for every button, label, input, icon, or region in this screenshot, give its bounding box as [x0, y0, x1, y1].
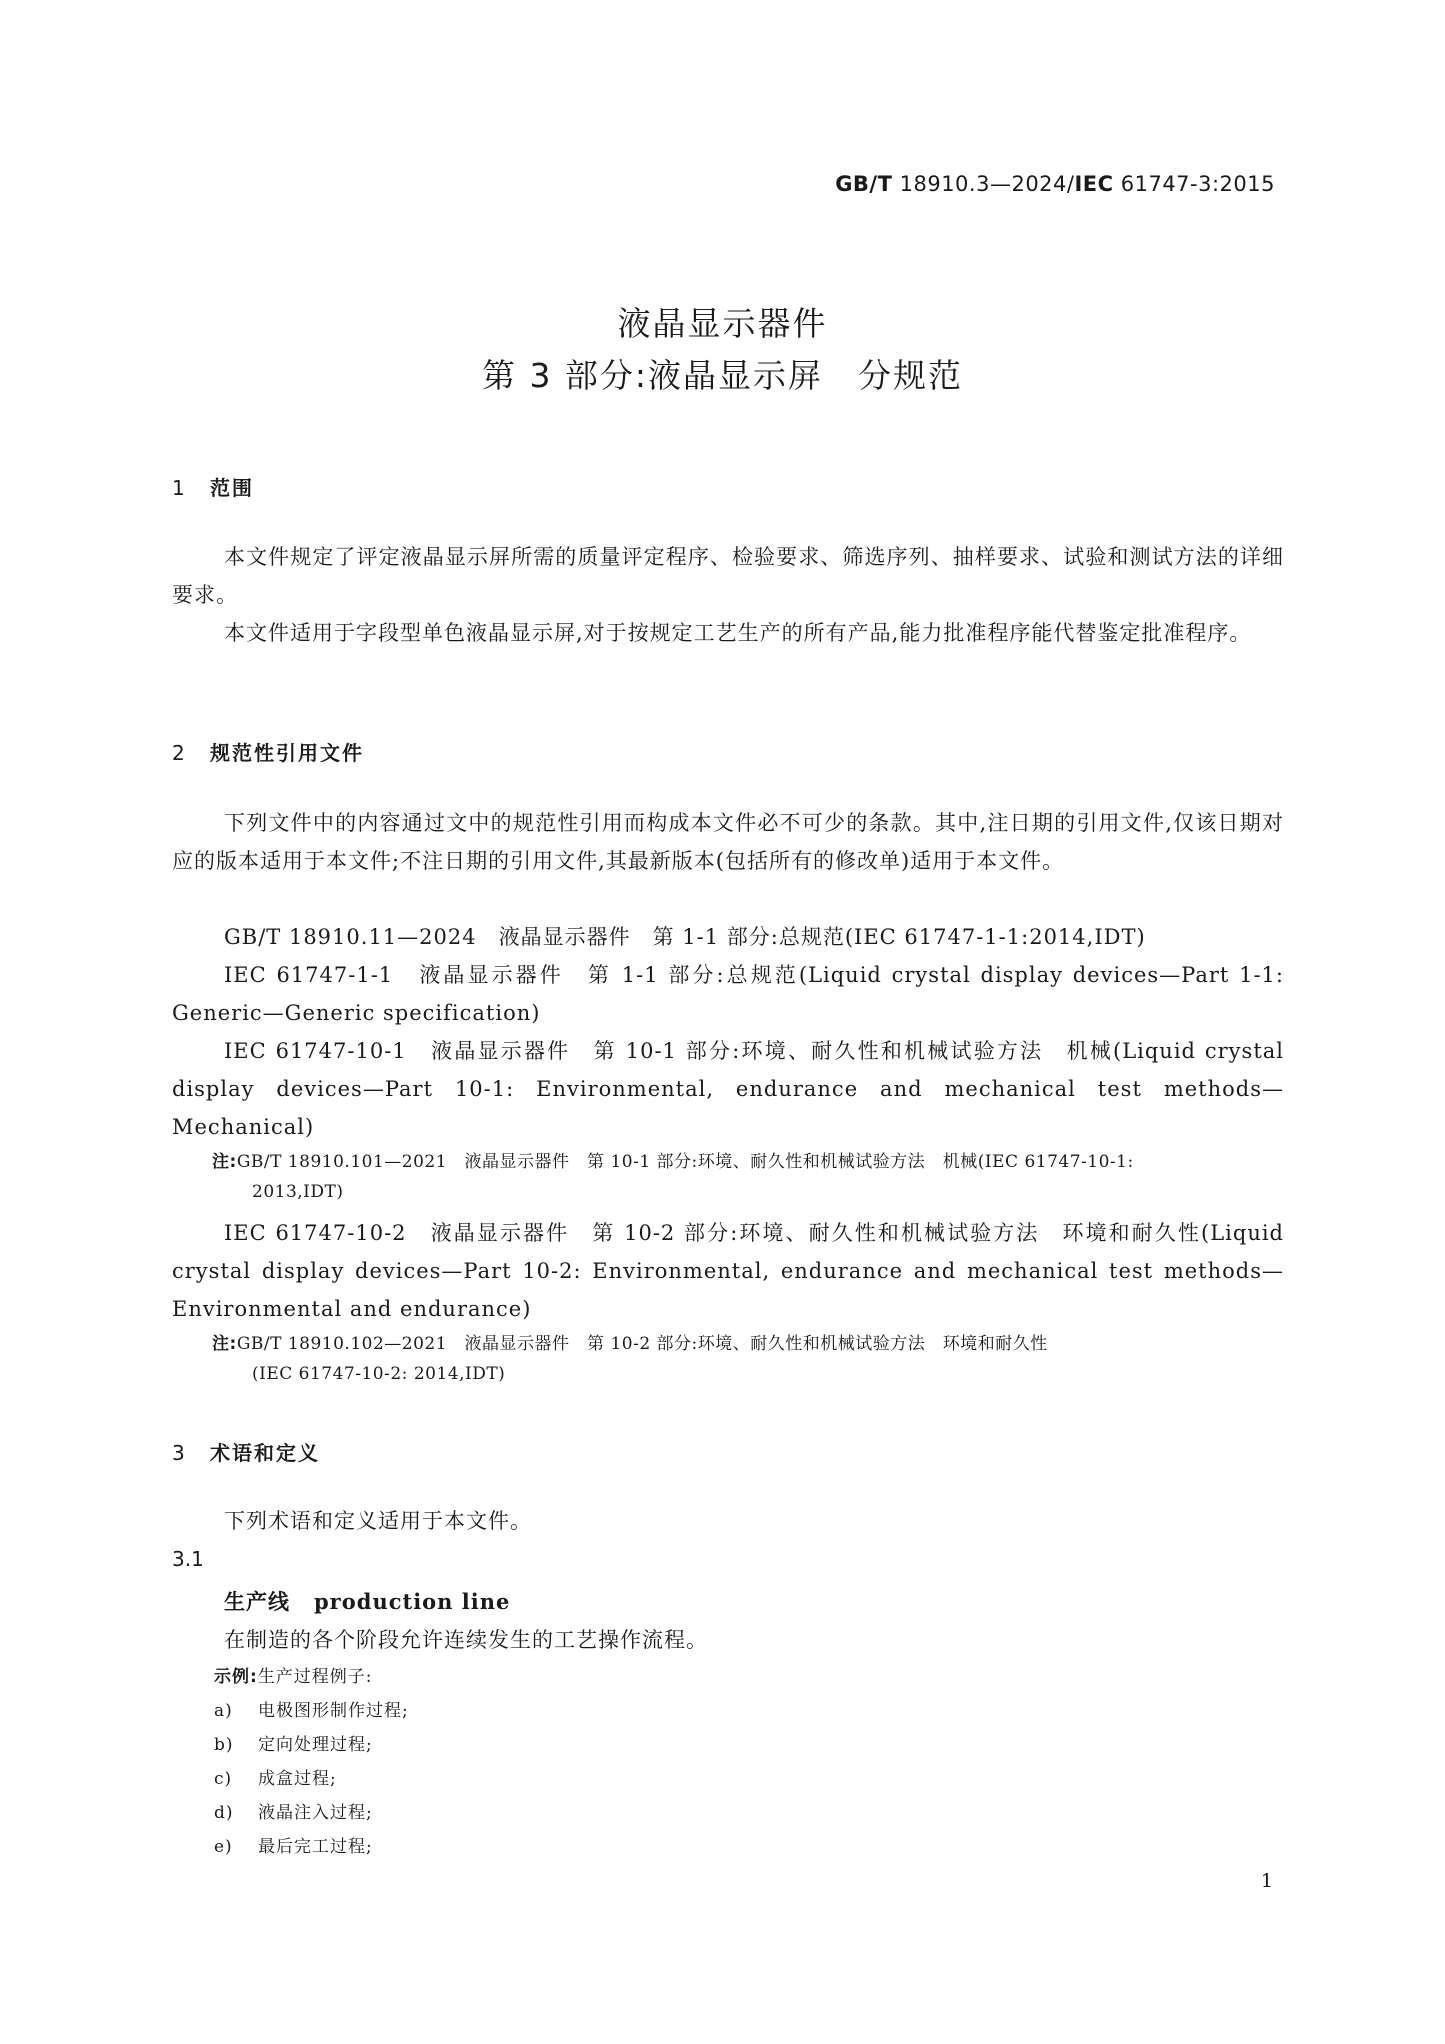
section-number: 1: [172, 476, 187, 500]
note-2-line-1: GB/T 18910.102—2021 液晶显示器件 第 10-2 部分:环境、耐久性和机械试验方法 环境和耐久性: [236, 1334, 1048, 1354]
list-text: 电极图形制作过程;: [258, 1701, 409, 1721]
scope-paragraph-1: 本文件规定了评定液晶显示屏所需的质量评定程序、检验要求、筛选序列、抽样要求、试验和测试方法的详细要求。: [172, 545, 1284, 607]
section-1-heading: [172, 472, 254, 501]
std-iec: IEC: [1074, 172, 1114, 196]
reference-1: GB/T 18910.11—2024 液晶显示器件 第 1-1 部分:总规范(IEC 61747-1-1:2014,IDT): [224, 925, 1146, 949]
scope-paragraph-2: 本文件适用于字段型单色液晶显示屏,对于按规定工艺生产的所有产品,能力批准程序能代替鉴定批准程序。: [224, 621, 1252, 645]
list-marker: b): [214, 1735, 234, 1755]
standard-number: [835, 172, 1275, 196]
section-number: 2: [172, 741, 187, 765]
document-title-line2: 第 3 部分:液晶显示屏 分规范: [481, 356, 964, 395]
std-mid: 18910.3—2024/: [892, 172, 1075, 196]
note-1: [212, 1147, 1284, 1207]
section-title: 术语和定义: [210, 1441, 320, 1465]
page-number: 1: [1260, 1870, 1273, 1892]
note-2-line-2: (IEC 61747-10-2: 2014,IDT): [252, 1364, 506, 1384]
list-marker: d): [214, 1803, 234, 1823]
note-2: [212, 1329, 1284, 1389]
std-suffix: 61747-3:2015: [1113, 172, 1275, 196]
list-text: 定向处理过程;: [258, 1735, 373, 1755]
reference-3: IEC 61747-10-1 液晶显示器件 第 10-1 部分:环境、耐久性和机械试验方法 机械(Liquid crystal display devices—Part 10-1: Environmental, endurance and mechanical test methods—Mechanical): [172, 1039, 1284, 1139]
list-item: [214, 1832, 373, 1857]
section-title: 范围: [210, 476, 254, 500]
note-1-line-2: 2013,IDT): [252, 1182, 344, 1202]
note-label: 注:: [212, 1152, 237, 1172]
example: [214, 1662, 373, 1687]
section-2-heading: [172, 737, 364, 766]
note-label: 注:: [212, 1334, 237, 1354]
note-1-line-1: GB/T 18910.101—2021 液晶显示器件 第 10-1 部分:环境、耐久性和机械试验方法 机械(IEC 61747-10-1:: [236, 1152, 1134, 1172]
reference-4: IEC 61747-10-2 液晶显示器件 第 10-2 部分:环境、耐久性和机械试验方法 环境和耐久性(Liquid crystal display devices—Part 10-2: Environmental, endurance and mechanical test methods—Environmental and endurance): [172, 1221, 1284, 1321]
term-english: production line: [314, 1589, 511, 1614]
list-item: [214, 1798, 373, 1823]
reference-2: IEC 61747-1-1 液晶显示器件 第 1-1 部分:总规范(Liquid crystal display devices—Part 1-1: Generic—Generic specification): [172, 963, 1284, 1025]
clause-number: 3.1: [172, 1547, 204, 1571]
example-text: 生产过程例子:: [257, 1667, 373, 1687]
list-item: [214, 1730, 373, 1755]
example-label: 示例:: [214, 1667, 258, 1687]
section-3-heading: [172, 1437, 320, 1466]
document-title-line1: 液晶显示器件: [617, 304, 828, 343]
list-marker: e): [214, 1837, 233, 1857]
section-number: 3: [172, 1441, 187, 1465]
term-definition: 在制造的各个阶段允许连续发生的工艺操作流程。: [224, 1628, 708, 1652]
list-text: 液晶注入过程;: [258, 1803, 373, 1823]
references-intro: 下列文件中的内容通过文中的规范性引用而构成本文件必不可少的条款。其中,注日期的引用文件,仅该日期对应的版本适用于本文件;不注日期的引用文件,其最新版本(包括所有的修改单)适用于本文件。: [172, 811, 1284, 873]
list-marker: a): [214, 1701, 233, 1721]
list-marker: c): [214, 1769, 233, 1789]
term-chinese: 生产线: [224, 1590, 290, 1614]
terms-intro: 下列术语和定义适用于本文件。: [224, 1509, 532, 1533]
list-text: 成盒过程;: [258, 1769, 337, 1789]
list-text: 最后完工过程;: [258, 1837, 373, 1857]
list-item: [214, 1764, 337, 1789]
list-item: [214, 1696, 409, 1721]
std-prefix: GB/T: [835, 172, 893, 196]
term-entry: [224, 1586, 510, 1616]
section-title: 规范性引用文件: [210, 741, 364, 765]
